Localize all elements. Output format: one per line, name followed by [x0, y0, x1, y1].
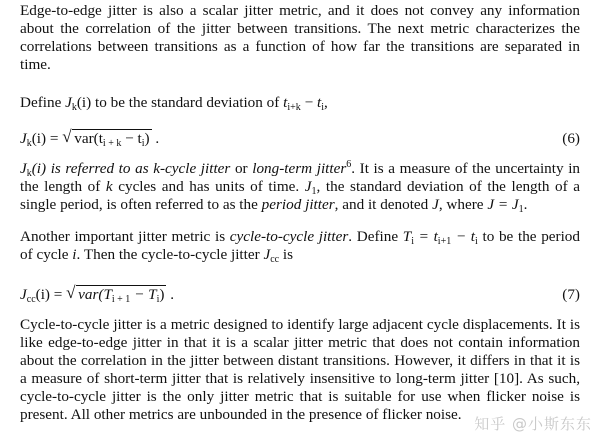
p3-text-a: (i) is referred to as [31, 160, 149, 177]
eq6-radicand [72, 129, 151, 147]
watermark: 知乎 @小斯东东 [474, 415, 592, 433]
minus: − [300, 94, 317, 111]
p4-sub-cc: cc [270, 254, 280, 265]
eq7-minus: − T [130, 286, 157, 303]
eq6-arg: (i) = [31, 130, 63, 147]
p4-text-c: to be the period of cycle [20, 228, 580, 263]
paragraph-define-jk [20, 94, 328, 112]
sqrt-symbol: √ $var(t_{i + k} - t_i)$ [62, 127, 150, 149]
p4-text-e: is [282, 246, 294, 263]
eq7-sub-1: i + 1 [111, 294, 131, 305]
text-define: Define [20, 94, 62, 111]
eq7-close: ) [159, 286, 165, 303]
eq6-var: var(t [74, 130, 103, 147]
paragraph-cycle-to-cycle [20, 228, 580, 264]
sub-i: i [321, 102, 324, 113]
p4-T: T [402, 228, 412, 245]
symbol-J: J [65, 94, 72, 111]
p4-eq-t: = t [413, 228, 438, 245]
p3-J: J [20, 160, 27, 177]
equation-7 [20, 284, 580, 308]
p4-sub-i: i [411, 236, 414, 247]
eq6-minus-t: − t [121, 130, 142, 147]
equation-7-number: (7) [562, 286, 580, 303]
sqrt-symbol-7: √ $var(T_{i + 1} - T_i)$ [66, 283, 165, 305]
sub-k: k [71, 102, 77, 113]
p3-J1: J [304, 178, 312, 195]
paragraph-kcycle [20, 160, 580, 214]
eq7-radicand [76, 285, 166, 303]
p3-text-d: cycles and has units of time. [118, 178, 300, 195]
p4-sub-i1: i+1 [437, 236, 452, 247]
symbol-t2: t [316, 94, 322, 111]
eq7-sub-2: i [156, 294, 160, 305]
p3-text-e: , the standard deviation of the length of a single period, is often referred to as the [20, 178, 580, 213]
term-cycle-to-cycle: cycle-to-cycle jitter [229, 228, 349, 245]
p3-text-g: , where [438, 196, 484, 213]
eq6-dot: . [151, 130, 160, 147]
paragraph-intro: Edge-to-edge jitter is also a scalar jitter metric, and it does not convey any information about the correlation of the jitter between transitions. The next metric characterizes the correlations between transitions as a function of how far the transitions are separated in time. [20, 2, 580, 73]
eq6-close: ) [144, 130, 150, 147]
p4-sub-i2: i [475, 236, 478, 247]
comma: , [323, 94, 328, 111]
equation-6 [20, 128, 580, 152]
symbol-t: t [283, 94, 288, 111]
p3-or: or [234, 160, 248, 177]
eq6-sub-ik: i + k [102, 138, 122, 149]
equation-7-expression [20, 283, 175, 305]
p3-J-sym: J [432, 196, 439, 213]
p4-text-a: Another important jitter metric is [20, 228, 226, 245]
footnote-6: 6 [346, 159, 352, 170]
p3-text-f: , and it denoted [334, 196, 429, 213]
sub-ik: i+k [287, 102, 301, 113]
term-period-jitter: period jitter [261, 196, 335, 213]
p4-minus-t: − t [451, 228, 476, 245]
p3-text-c: . It is a measure of the uncertainty in the length of [20, 160, 581, 195]
equation-6-expression [20, 127, 160, 149]
p4-J: J [263, 246, 271, 263]
term-longterm: long-term jitter [252, 160, 347, 177]
p4-i: i [72, 246, 77, 263]
p3-eq-sub: 1 [518, 204, 524, 215]
p3-sub-k: k [26, 168, 32, 179]
eq6-sub-i: i [141, 138, 145, 149]
p3-k2: k [105, 178, 113, 195]
p3-sub-1: 1 [311, 186, 317, 197]
eq7-arg: (i) = [35, 286, 67, 303]
paragraph-summary: Cycle-to-cycle jitter is a metric designed to identify large adjacent cycle displacements. It is like edge-to-edge jitter in that it is a scalar jitter metric that does not contain information about the correlation in the jitter between distant transitions. However, it differs in that it is a measure of short-term jitter that is relatively insensitive to long-term jitter [10]. As such, cycle-to-cycle jitter is the only jitter metric that is suitable for use when flicker noise is present. All other metrics are unbounded in the presence of flicker noise. [20, 316, 580, 423]
eq7-sub-cc: cc [26, 294, 36, 305]
eq6-J: J [20, 130, 27, 147]
term-kcycle: k-cycle jitter [153, 160, 231, 177]
eq7-dot: . [166, 286, 175, 303]
eq7-var: var(T [78, 286, 112, 303]
symbol-i: (i) [76, 94, 92, 111]
p3-period: . [523, 196, 528, 213]
text-std: to be the standard deviation of [95, 94, 280, 111]
p4-text-d: . Then the cycle-to-cycle jitter [76, 246, 260, 263]
eq7-J: J [20, 286, 27, 303]
equation-6-number: (6) [562, 130, 580, 147]
p4-text-b: . Define [348, 228, 399, 245]
p3-eq: J = J [487, 196, 519, 213]
eq6-sub-k: k [26, 138, 32, 149]
